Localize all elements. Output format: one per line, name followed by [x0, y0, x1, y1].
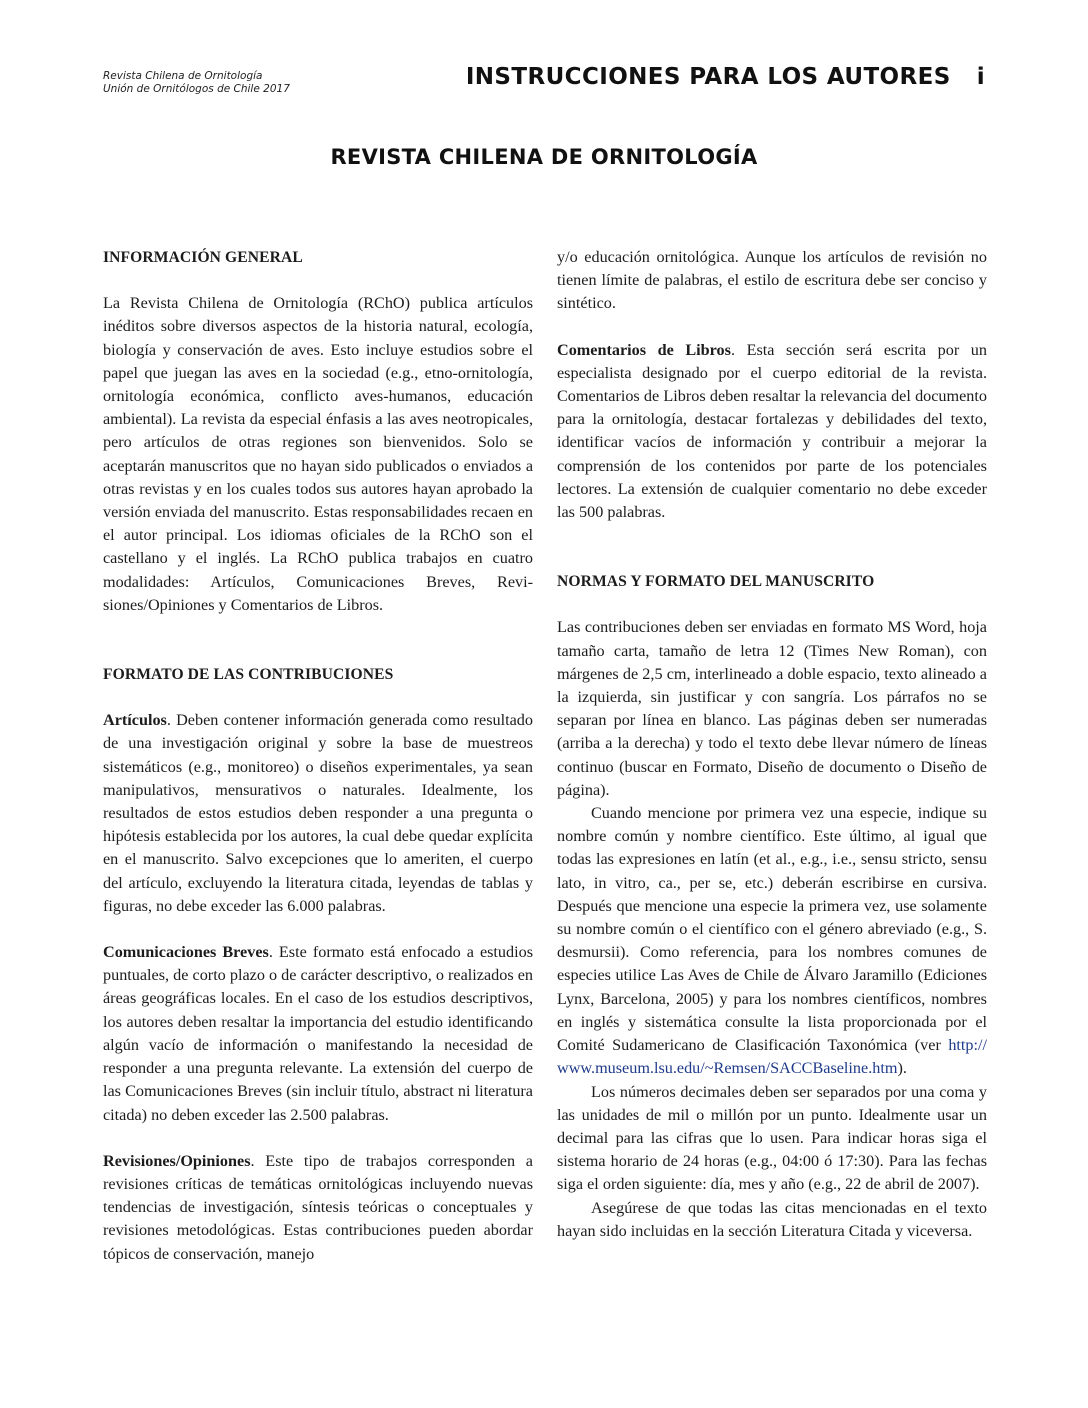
- paragraph-revisiones-continued: y/o educación ornitológica. Aunque los artículos de revisión no tienen límite de palabras, el estilo de escritura debe ser conciso y sintético.: [557, 248, 987, 313]
- right-column: [557, 246, 987, 1243]
- running-header: [103, 70, 290, 96]
- label-comentarios: Comentarios de Libros: [557, 340, 731, 359]
- paragraph-comunicaciones: [103, 941, 533, 1127]
- label-articulos: Artículos: [103, 711, 167, 730]
- paragraph-articulos: [103, 709, 533, 918]
- heading-formato-contribuciones: FORMATO DE LAS CONTRIBUCIONES: [103, 666, 394, 684]
- label-revisiones: Revisiones/Opiniones: [103, 1151, 251, 1170]
- journal-name: Revista Chilena de Ornitología: [103, 70, 263, 82]
- heading-informacion-general: INFORMACIÓN GENERAL: [103, 249, 303, 266]
- left-column: [103, 246, 533, 1266]
- page-number: i: [976, 64, 985, 90]
- text-revisiones: . Este tipo de trabajos corresponden a revisiones críticas de temáticas ornitológicas incluyendo nuevas tendencias de investigación, síntesis teóricas o conceptuales y revisiones metodológicas. Estas contribuciones pueden abordar tópicos de conservación, manejo: [103, 1151, 533, 1263]
- publisher-line: Unión de Ornitólogos de Chile 2017: [103, 83, 290, 95]
- text-normas-2: Cuando mencione por primera vez una especie, indique su nombre común y nombre científico. Este último, al igual que todas las expresiones en latín (et al., e.g., i.e., sensu stricto, sensu lato, in vitro, ca., per se, etc.) deberán escribirse en cursiva. Después que mencione una especie la primera vez, use solamente su nombre común o el científico con el género abreviado (e.g., S. desmursii). Como referencia, para los nombres comunes de especies utilice Las Aves de Chile de Álvaro Jaramillo (Ediciones Lynx, Barcelona, 2005) y para los nombres científicos, nombres en inglés y sistemática consulte la lista proporcionada por el Comité Sudamericano de Clasificación Taxonómica (ver: [557, 804, 987, 1055]
- paragraph-general: La Revista Chilena de Ornitología (RChO) publica artículos inéditos sobre diversos aspectos de la historia natural, ecología, biología y conservación de aves. Esto incluye estudios sobre el papel que juegan las aves en la sociedad (e.g., etno-ornitología, ornitología económica, conflicto aves-humanos, educación ambiental). La revista da especial énfasis a las aves neotropicales, pero artículos de otras regiones son bienvenidos. Solo se aceptarán manuscritos que no hayan sido publicados o enviados a otras revistas y en los cuales todos sus autores hayan aprobado la versión enviada del manuscrito. Estas responsabilidades recaen en el autor principal. Los idiomas oficiales de la RChO son el castellano y el inglés. La RChO publica trabajos en cuatro modalidades: Artículos, Comunicaciones Breves, Revisiones/Opiniones y Comentarios de Libros.: [103, 294, 533, 614]
- label-comunicaciones: Comunicaciones Breves: [103, 943, 269, 962]
- text-comentarios: . Esta sección será escrita por un especialista designado por el cuerpo editorial de la revista. Comentarios de Libros deben resaltar la relevancia del documento para la ornitología, destacar fortalezas y debilidades del texto, identificar vacíos de información y contribuir a mejorar la comprensión de los contenidos por parte de los potenciales lectores. La extensión de cualquier comentario no debe exceder las 500 palabras.: [557, 340, 987, 522]
- text-articulos: . Deben contener información generada como resultado de una investigación original y sobre la base de muestreos sistemáticos (e.g., monitoreo) o diseños experimentales, ya sean manipulativos, mensurativos o naturales. Idealmente, los resultados de estos estudios deben responder a una pregunta o hipótesis establecida por los autores, la cual debe quedar explícita en el manuscrito. Salvo excepciones que lo ameriten, el cuerpo del artículo, excluyendo la literatura citada, leyendas de tablas y figuras, no debe exceder las 6.000 palabras.: [103, 711, 533, 915]
- text-comunicaciones: . Este formato está enfocado a estudios puntuales, de corto plazo o de carácter descriptivo, o realizados en áreas geográficas locales. En el caso de los estudios descriptivos, los autores deben resaltar la importancia del estudio identificando algún vacío de información o manifestando la necesidad de responder a una pregunta relevante. La extensión del cuerpo de las Comunicaciones Breves (sin incluir título, abstract ni literatura citada) no deben exceder las 2.500 palabras.: [103, 943, 534, 1124]
- section-title: INSTRUCCIONES PARA LOS AUTORES: [465, 64, 951, 90]
- paragraph-normas-3: Los números decimales deben ser separados por una coma y las unidades de mil o millón por un punto. Idealmente usar un decimal para las cifras que lo usen. Para indicar horas siga el sistema horario de 24 horas (e.g., 04:00 ó 17:30). Para las fechas siga el orden siguiente: día, mes y año (e.g., 22 de abril de 2007).: [557, 1082, 987, 1194]
- section-header: [466, 64, 985, 90]
- heading-normas: NORMAS Y FORMATO DEL MANUSCRITO: [557, 573, 875, 591]
- paragraph-comentarios: [557, 339, 987, 525]
- sacc-link[interactable]: http:// www.museum.lsu.edu/~Remsen/SACCBaseline.htm: [557, 1036, 987, 1078]
- page-title: REVISTA CHILENA DE ORNITOLOGÍA: [330, 145, 758, 169]
- text-normas-2-end: ).: [897, 1059, 907, 1078]
- paragraph-revisiones: [103, 1150, 533, 1266]
- paragraph-normas-2: [557, 802, 987, 1080]
- paragraph-normas-4: Asegúrese de que todas las citas mencionadas en el texto hayan sido incluidas en la sección Literatura Citada y viceversa.: [557, 1198, 987, 1240]
- paragraph-normas-1: Las contribuciones deben ser enviadas en formato MS Word, hoja tamaño carta, tamaño de letra 12 (Times New Roman), con márgenes de 2,5 cm, interlineado a doble espacio, texto alineado a la izquierda, sin justificar y con sangría. Los párrafos no se separan por línea en blanco. Las páginas deben ser numeradas (arriba a la derecha) y todo el texto debe llevar número de líneas continuo (buscar en Formato, Diseño de documento o Diseño de página).: [557, 618, 987, 799]
